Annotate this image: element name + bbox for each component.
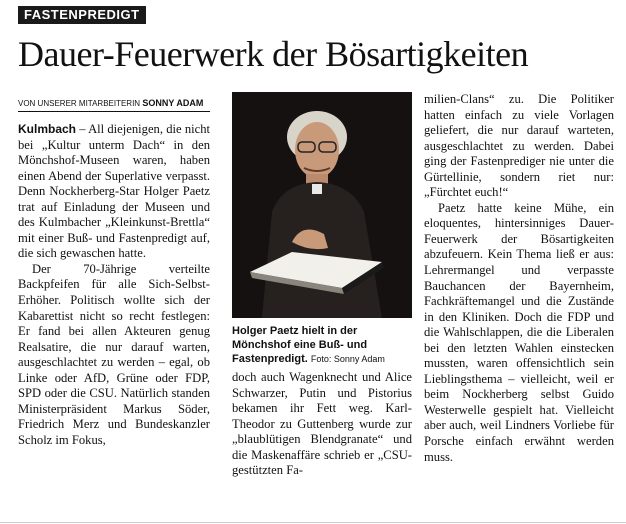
speaker-photo-illustration [232, 92, 412, 318]
paragraph: Der 70-Jährige verteilte Backpfeifen für alle Sich-Selbst-Erhöher. Politisch wollte sich der Kabarettist nicht so recht festlegen: Er fand bei allen Akteuren genug Realsatire, die nur darauf warten, ausgeschlachtet zu werden – egal, ob Linke oder AfD, Grüne oder FDP, SPD oder die CSU. Natürlich standen Ministerpräsident Markus Söder, Friedrich Merz und Bundeskanzler Scholz im Fokus, [18, 261, 210, 447]
photo-caption [232, 324, 412, 366]
kicker-label: FASTENPREDIGT [18, 6, 146, 24]
paragraph: Paetz hatte keine Mühe, ein eloquentes, hintersinniges Dauer-Feuerwerk der Bösartigkeiten abzufeuern. Kein Thema ließ er aus: Lehrermangel und verpasste Bauchancen der Bayernheim, Fachkräftemangel und die Zustände in den Kliniken. Doch die FDP und die Wahlschlappen, die die Liberalen bei den letzten Wahlen einstecken mussten, waren offensichtlich sein Lieblingsthema – vielleicht, weil er beim Nockherberg selbst Guido Westerwelle gespielt hat. Vielleicht aber auch, weil Lindners Vorliebe für Porsche einfach erwähnt werden muss. [424, 200, 614, 464]
paragraph: milien-Clans“ zu. Die Politiker hatten einfach zu viele Vorlagen geliefert, die nur darauf warteten, ausgeschlachtet zu werden. Dabei ging der Fastenprediger nie unter die Gürtellinie, sondern riet nur: „Fürchtet euch!“ [424, 92, 614, 200]
article-photo [232, 92, 412, 318]
byline [18, 98, 210, 112]
article-column-3 [424, 92, 614, 522]
article-column-2 [232, 370, 412, 520]
caption-credit: Foto: Sonny Adam [310, 354, 385, 364]
headline: Dauer-Feuerwerk der Bösartigkeiten [18, 34, 529, 74]
byline-prefix: VON UNSERER MITARBEITERIN [18, 99, 141, 108]
byline-author: SONNY ADAM [142, 98, 204, 108]
caption-text: Holger Paetz hielt in der Mönchshof eine Buß- und Fastenpredigt. [232, 325, 368, 365]
bottom-divider [0, 522, 626, 523]
paragraph: doch auch Wagenknecht und Alice Schwarzer, Putin und Pistorius bekamen ihr Fett weg. Karl-Theodor zu Guttenberg wurde zur „blaublütigen Blendgranate“ und die Maskenaffäre schrieb er „CSU-gestützten Fa- [232, 370, 412, 478]
paragraph: – All diejenigen, die nicht bei „Kultur unterm Dach“ in den Mönchshof-Museen waren, haben einen Abend der Superlative verpasst. Denn Nockherberg-Star Holger Paetz trat auf Einladung der Museen und des Kulmbacher „Kleinkunst-Brettla“ mit einer Buß- und Fastenpredigt auf, die sich gewaschen hatte. [18, 122, 210, 261]
dateline: Kulmbach [18, 122, 77, 136]
article-column-1 [18, 122, 210, 522]
